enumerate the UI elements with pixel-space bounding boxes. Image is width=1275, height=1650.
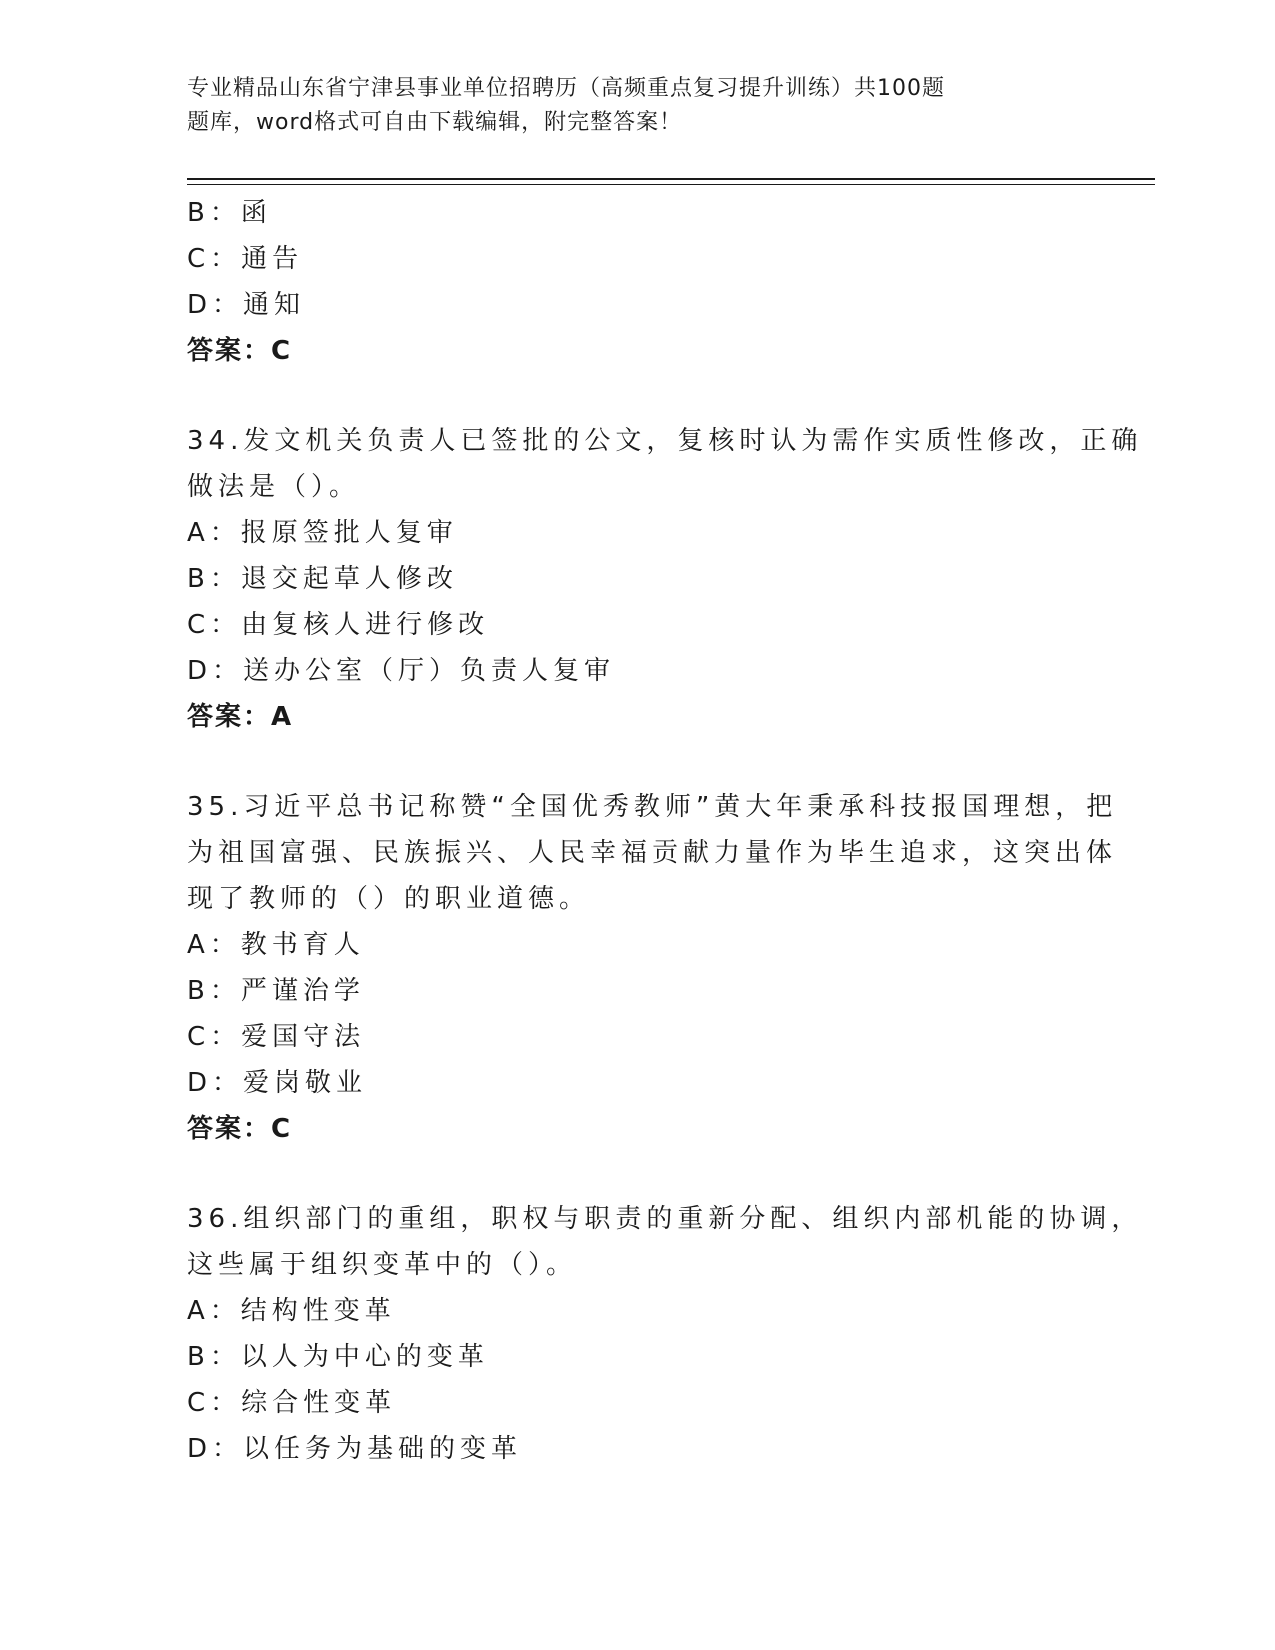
option-b: B：严谨治学 [187, 976, 365, 1006]
answer: 答案：C [187, 1114, 293, 1144]
option-d: D：爱岗敬业 [187, 1068, 368, 1098]
document-header [187, 72, 1087, 140]
option-b: B：函 [187, 198, 272, 228]
question-34 [187, 418, 1143, 740]
question-36 [187, 1196, 1143, 1472]
option-c: C：爱国守法 [187, 1022, 366, 1052]
question-33-tail [187, 190, 1087, 374]
question-stem-line: 现了教师的（）的职业道德。 [187, 884, 591, 914]
document-body [187, 190, 1143, 1472]
header-line-2: 题库，word格式可自由下载编辑，附完整答案！ [187, 110, 683, 135]
question-stem-line: 35.习近平总书记称赞“全国优秀教师”黄大年秉承科技报国理想，把 [187, 792, 1118, 822]
header-line-1: 专业精品山东省宁津县事业单位招聘历（高频重点复习提升训练）共100题 [187, 76, 945, 101]
option-a: A：报原签批人复审 [187, 518, 458, 548]
option-d: D：通知 [187, 290, 306, 320]
header-rule-thick [187, 178, 1155, 180]
question-stem-line: 36.组织部门的重组，职权与职责的重新分配、组织内部机能的协调， [187, 1204, 1143, 1234]
option-b: B：退交起草人修改 [187, 564, 458, 594]
option-c: C：通告 [187, 244, 304, 274]
option-d: D：送办公室（厅）负责人复审 [187, 656, 616, 686]
header-rule-thin [187, 184, 1155, 185]
option-b: B：以人为中心的变革 [187, 1342, 489, 1372]
question-stem-line: 这些属于组织变革中的（）。 [187, 1250, 578, 1280]
option-c: C：由复核人进行修改 [187, 610, 490, 640]
option-a: A：教书育人 [187, 930, 365, 960]
answer: 答案：C [187, 336, 293, 366]
option-d: D：以任务为基础的变革 [187, 1434, 523, 1464]
answer: 答案：A [187, 702, 294, 732]
question-35 [187, 784, 1118, 1152]
option-a: A：结构性变革 [187, 1296, 396, 1326]
question-stem-line: 34.发文机关负责人已签批的公文，复核时认为需作实质性修改，正确 [187, 426, 1143, 456]
question-stem-line: 做法是（）。 [187, 472, 361, 502]
question-stem-line: 为祖国富强、民族振兴、人民幸福贡献力量作为毕生追求，这突出体 [187, 838, 1118, 868]
option-c: C：综合性变革 [187, 1388, 397, 1418]
